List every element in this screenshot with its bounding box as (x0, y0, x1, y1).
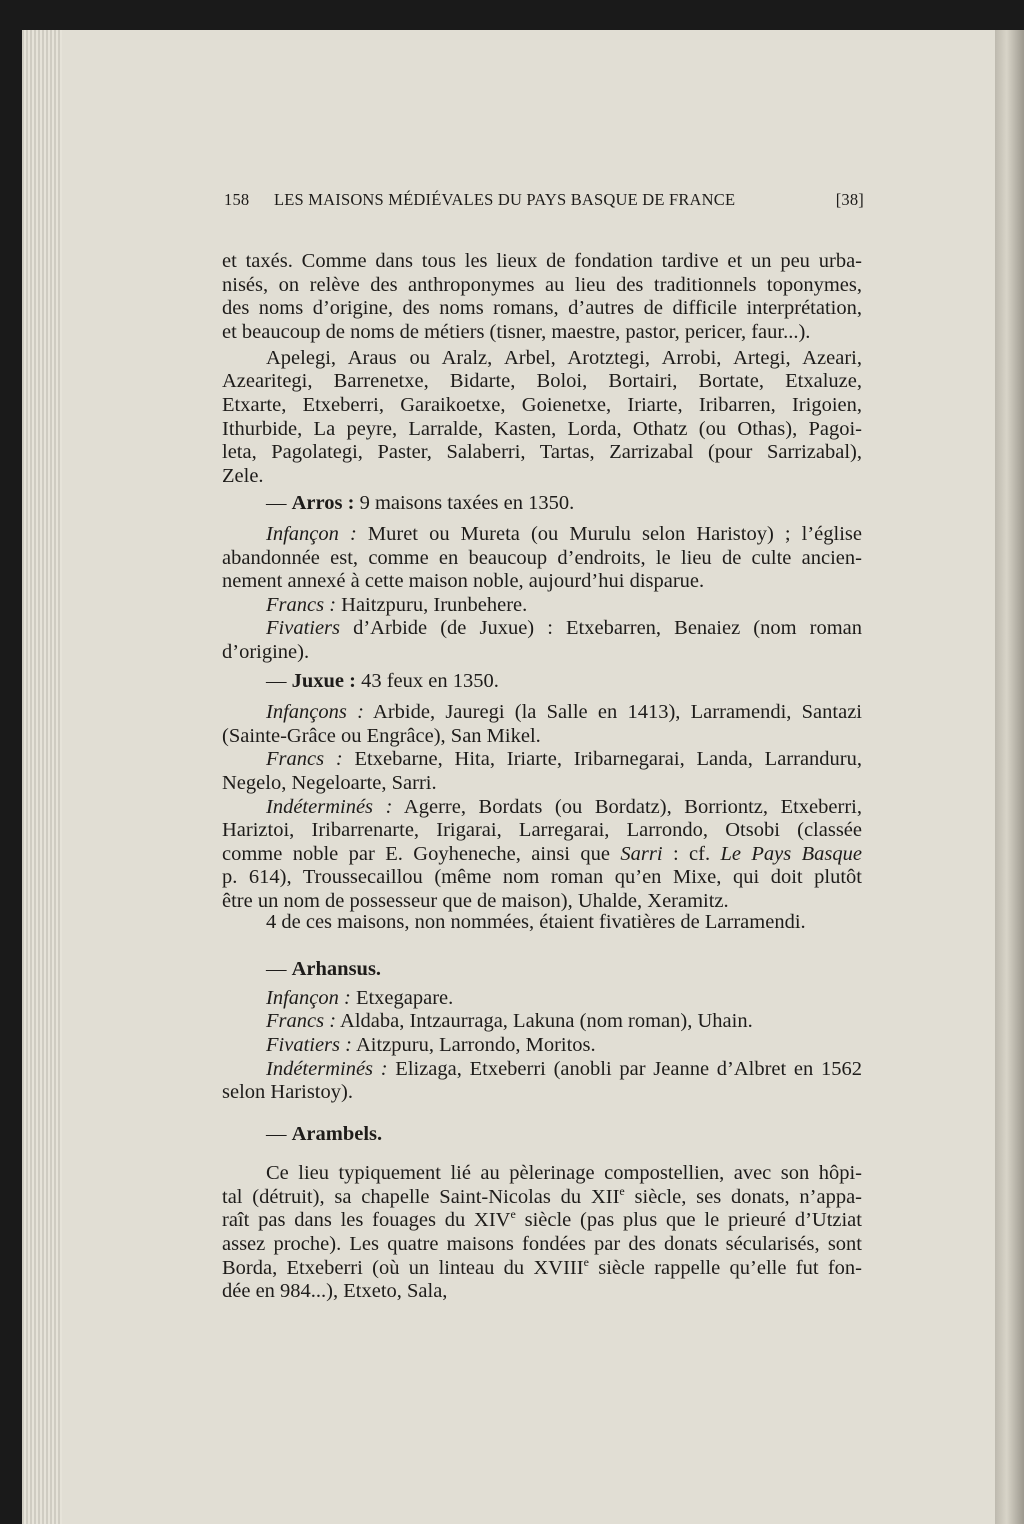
paragraph (222, 1058, 862, 1105)
paragraph (222, 347, 862, 489)
text-line (222, 748, 862, 772)
text-line (222, 1186, 862, 1210)
text-segment: nement annexé à cette maison noble, aujourd’hui disparue. (222, 570, 705, 593)
paragraph (222, 987, 862, 1011)
text-segment: d’Arbide (de Juxue) : Etxebarren, Benaiez (nom roman (340, 617, 862, 640)
text-line (222, 1123, 862, 1147)
text-line (222, 394, 862, 418)
place-heading: Arros : (291, 491, 355, 514)
text-segment: Apelegi, Araus ou Aralz, Arbel, Arotztegi, Arrobi, Artegi, Azeari, (266, 346, 862, 369)
text-segment: : cf. (662, 842, 721, 865)
text-line (222, 987, 862, 1011)
text-segment: e (583, 1254, 589, 1269)
text-segment: tal (détruit), sa chapelle Saint-Nicolas du XII (222, 1185, 620, 1208)
paragraph (222, 1162, 862, 1304)
text-line (222, 523, 862, 547)
paragraph (222, 911, 862, 935)
text-line (222, 911, 862, 935)
text-line (222, 1280, 862, 1304)
text-segment: e (510, 1207, 516, 1222)
text-line (222, 492, 862, 516)
text-segment: selon Haristoy). (222, 1081, 353, 1104)
text-line (222, 866, 862, 890)
paragraph (222, 250, 862, 344)
paragraph (222, 1123, 862, 1147)
text-segment: Etxebarne, Hita, Iriarte, Iribarnegarai, Landa, Larranduru, (342, 748, 863, 771)
running-header (224, 190, 864, 210)
paragraph (222, 1010, 862, 1034)
text-line (222, 441, 862, 465)
italic-label: Fivatiers (266, 617, 341, 640)
text-segment: — (266, 1123, 292, 1146)
italic-label: Sarri (620, 842, 663, 865)
text-line (222, 547, 862, 571)
text-segment: Arbide, Jauregi (la Salle en 1413), Larramendi, Santazi (363, 701, 862, 724)
text-line (222, 594, 862, 618)
text-segment: abandonnée est, comme en beaucoup d’endroits, le lieu de culte ancien- (222, 546, 862, 569)
italic-label: Infançon : (266, 986, 351, 1009)
text-segment: e (619, 1184, 625, 1199)
paragraph (222, 617, 862, 664)
paragraph (222, 670, 862, 694)
text-segment: siècle (pas plus que le prieuré d’Utziat (515, 1209, 862, 1232)
text-line (222, 796, 862, 820)
text-segment: siècle rappelle qu’elle fut fon- (588, 1256, 862, 1279)
italic-label: Infançon : (266, 523, 357, 546)
place-heading: Arhansus. (291, 957, 382, 980)
paragraph (222, 594, 862, 618)
text-line (222, 321, 862, 345)
place-heading: Arambels. (291, 1123, 383, 1146)
text-segment: 9 maisons taxées en 1350. (354, 491, 575, 514)
italic-label: Fivatiers : (266, 1033, 352, 1056)
text-segment: Hariztoi, Iribarrenarte, Irigarai, Larregarai, Larrondo, Otsobi (classée (222, 819, 862, 842)
text-segment: Etxegapare. (350, 986, 454, 1009)
text-segment: Negelo, Negeloarte, Sarri. (222, 771, 437, 794)
text-segment: — (266, 957, 292, 980)
text-segment: assez proche). Les quatre maisons fondées par des donats sécularisés, sont (222, 1233, 862, 1256)
text-segment: et taxés. Comme dans tous les lieux de fondation tardive et un peu urba- (222, 250, 862, 272)
text-segment: des noms d’origine, des noms romans, d’autres de difficile interprétation, (222, 297, 862, 320)
italic-label: Infançons : (266, 701, 364, 724)
text-segment: nisés, on relève des anthroponymes au lieu des traditionnels toponymes, (222, 273, 862, 296)
paragraph (222, 701, 862, 748)
running-title: LES MAISONS MÉDIÉVALES DU PAYS BASQUE DE FRANCE (274, 190, 736, 209)
text-segment: raît pas dans les fouages du XIV (222, 1209, 511, 1232)
body-text (222, 250, 862, 1304)
section-ref: [38] (835, 190, 864, 209)
text-segment: Ithurbide, La peyre, Larralde, Kasten, Lorda, Othatz (ou Othas), Pagoi- (222, 417, 862, 440)
text-segment: Aldaba, Intzaurraga, Lakuna (nom roman), Uhain. (336, 1010, 753, 1033)
text-line (222, 1233, 862, 1257)
page-stack-edge (22, 30, 62, 1524)
italic-label: Francs : (266, 593, 337, 616)
text-segment: 4 de ces maisons, non nommées, étaient fivatières de Larramendi. (266, 910, 806, 933)
text-line (222, 843, 862, 867)
text-segment: Borda, Etxeberri (où un linteau du XVIII (222, 1256, 584, 1279)
text-line (222, 274, 862, 298)
text-line (222, 250, 862, 274)
text-line (222, 297, 862, 321)
paragraph (222, 523, 862, 594)
text-line (222, 418, 862, 442)
text-segment: — (266, 491, 292, 514)
italic-label: Francs : (266, 1010, 337, 1033)
paragraph (222, 492, 862, 516)
paragraph (222, 796, 862, 914)
text-line (222, 1081, 862, 1105)
text-line (222, 701, 862, 725)
text-line (222, 670, 862, 694)
text-segment: d’origine). (222, 641, 310, 663)
text-line (222, 570, 862, 594)
text-line (222, 347, 862, 371)
text-segment: et beaucoup de noms de métiers (tisner, maestre, pastor, pericer, faur...). (222, 320, 811, 343)
text-segment: Agerre, Bordats (ou Bordatz), Borriontz, Etxeberri, (392, 795, 862, 818)
text-line (222, 370, 862, 394)
text-line (222, 1058, 862, 1082)
text-line (222, 617, 862, 641)
text-segment: p. 614), Troussecaillou (même nom roman qu’en Mixe, qui doit plutôt (222, 866, 862, 889)
text-line (222, 1162, 862, 1186)
text-segment: Zele. (222, 464, 264, 487)
text-line (222, 958, 862, 982)
text-segment: — (266, 670, 292, 693)
text-line (222, 1034, 862, 1058)
text-segment: Elizaga, Etxeberri (anobli par Jeanne d’Albret en 1562 (387, 1057, 862, 1080)
text-segment: Haitzpuru, Irunbehere. (336, 593, 528, 616)
italic-label: Le Pays Basque (720, 842, 862, 865)
paragraph (222, 958, 862, 982)
text-line (222, 1209, 862, 1233)
paragraph (222, 1034, 862, 1058)
text-segment: Ce lieu typiquement lié au pèlerinage compostellien, avec son hôpi- (266, 1162, 862, 1185)
text-line (222, 1254, 862, 1281)
text-line (222, 772, 862, 796)
text-segment: Muret ou Mureta (ou Murulu selon Haristoy) ; l’église (356, 523, 862, 546)
text-segment: 43 feux en 1350. (355, 670, 499, 693)
text-segment: (Sainte-Grâce ou Engrâce), San Mikel. (222, 724, 541, 747)
text-segment: Etxarte, Etxeberri, Garaikoetxe, Goienetxe, Iriarte, Iribarren, Irigoien, (222, 394, 862, 417)
italic-label: Indéterminés : (266, 795, 393, 818)
text-segment: Aitzpuru, Larrondo, Moritos. (351, 1033, 596, 1056)
italic-label: Francs : (266, 748, 343, 771)
text-segment: dée en 984...), Etxeto, Sala, (222, 1280, 448, 1303)
book-binding-edge (995, 30, 1024, 1524)
text-segment: Azearitegi, Barrenetxe, Bidarte, Boloi, Bortairi, Bortate, Etxaluze, (222, 370, 862, 393)
text-line (222, 465, 862, 489)
text-line (222, 819, 862, 843)
italic-label: Indéterminés : (266, 1057, 388, 1080)
text-line (222, 725, 862, 749)
text-segment: siècle, ses donats, n’appa- (624, 1185, 862, 1208)
text-line (222, 1010, 862, 1034)
text-segment: comme noble par E. Goyheneche, ainsi que (222, 842, 621, 865)
paragraph (222, 748, 862, 795)
page-number: 158 (224, 190, 250, 209)
text-line (222, 641, 862, 665)
text-segment: leta, Pagolategi, Paster, Salaberri, Tartas, Zarrizabal (pour Sarrizabal), (222, 441, 862, 464)
place-heading: Juxue : (291, 670, 356, 693)
text-segment: être un nom de possesseur que de maison), Uhalde, Xeramitz. (222, 889, 729, 912)
